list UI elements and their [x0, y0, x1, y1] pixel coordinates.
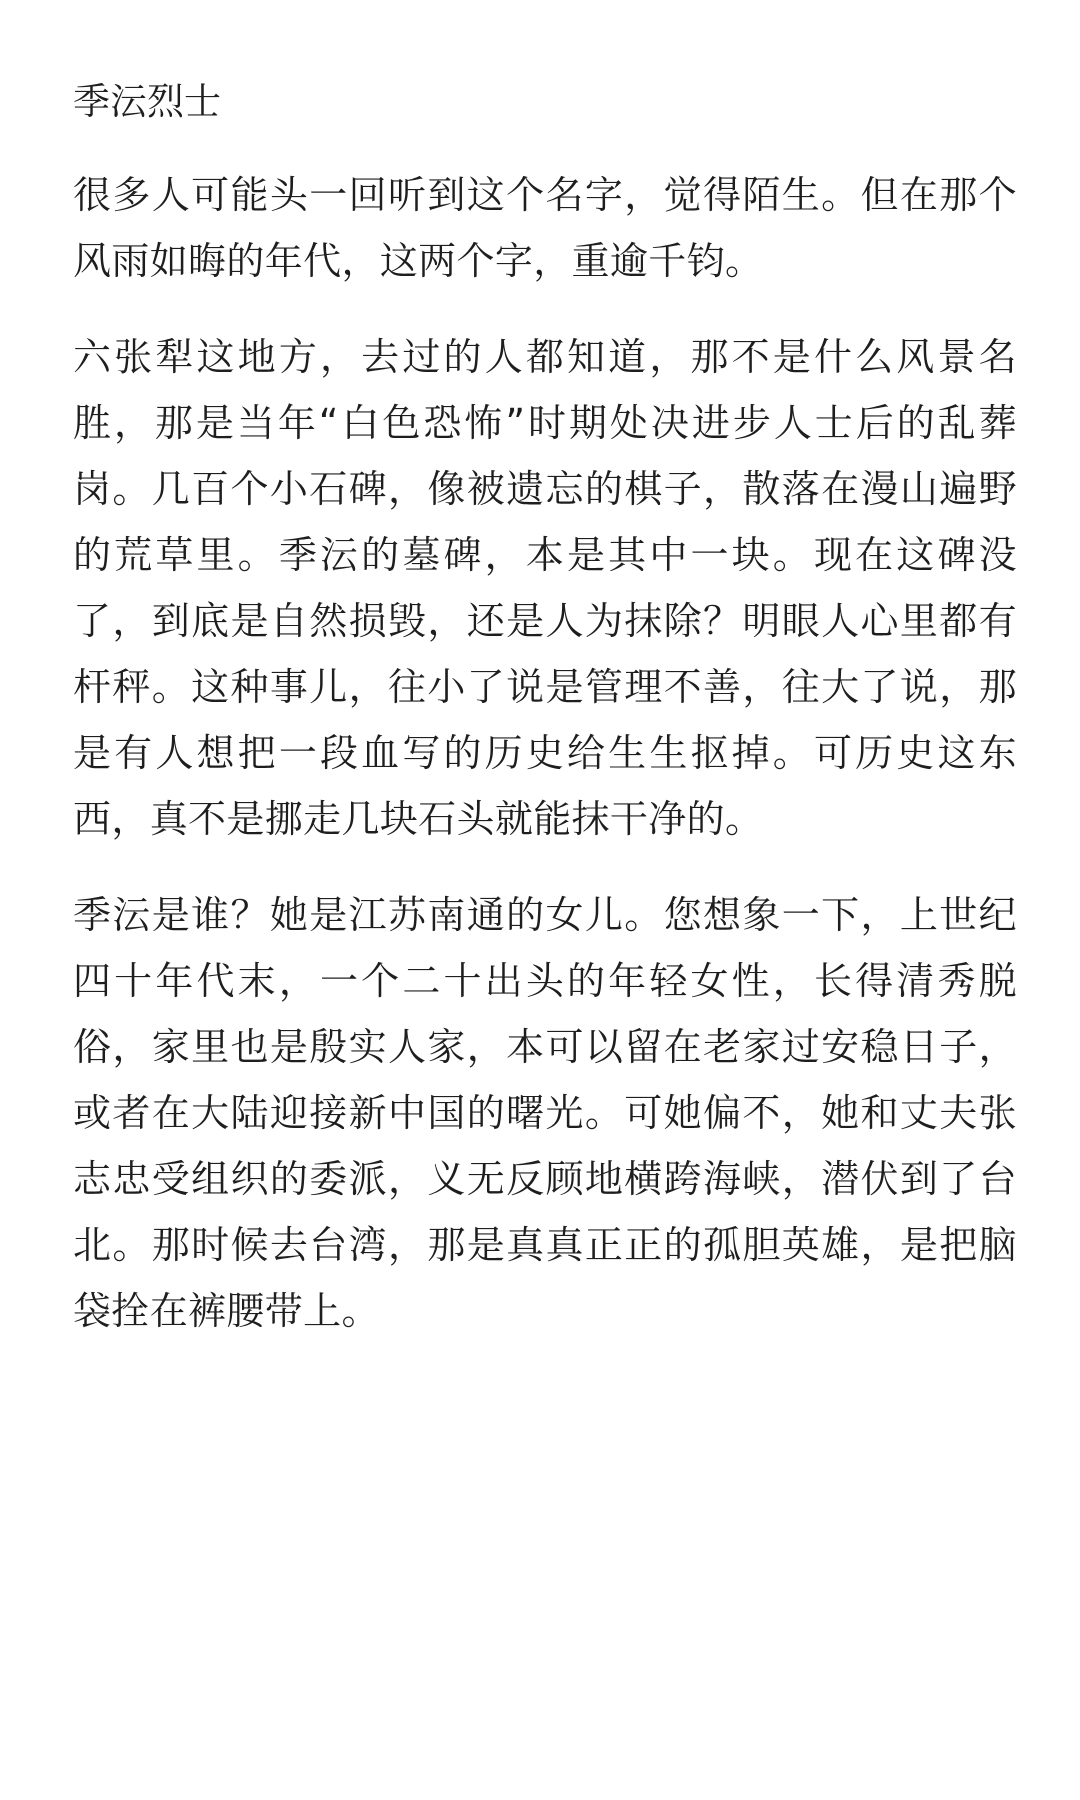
paragraph-2: 六张犁这地方，去过的人都知道，那不是什么风景名胜，那是当年“白色恐怖”时期处决进步人士后的乱葬岗。几百个小石碑，像被遗忘的棋子，散落在漫山遍野的荒草里。季沄的墓碑，本是其中一块。现在这碑没了，到底是自然损毁，还是人为抹除？明眼人心里都有杆秤。这种事儿，往小了说是管理不善，往大了说，那是有人想把一段血写的历史给生生抠掉。可历史这东西，真不是挪走几块石头就能抹干净的。 [73, 335, 1017, 841]
paragraph-3: 季沄是谁？她是江苏南通的女儿。您想象一下，上世纪四十年代末，一个二十出头的年轻女性，长得清秀脱俗，家里也是殷实人家，本可以留在老家过安稳日子，或者在大陆迎接新中国的曙光。可她偏不，她和丈夫张志忠受组织的委派，义无反顾地横跨海峡，潜伏到了台北。那时候去台湾，那是真真正正的孤胆英雄，是把脑袋拴在裤腰带上。 [73, 893, 1017, 1333]
article-title: 季沄烈士 [73, 80, 221, 123]
paragraph-1: 很多人可能头一回听到这个名字，觉得陌生。但在那个风雨如晦的年代，这两个字，重逾千钧。 [73, 173, 1017, 283]
article [73, 72, 1017, 1344]
